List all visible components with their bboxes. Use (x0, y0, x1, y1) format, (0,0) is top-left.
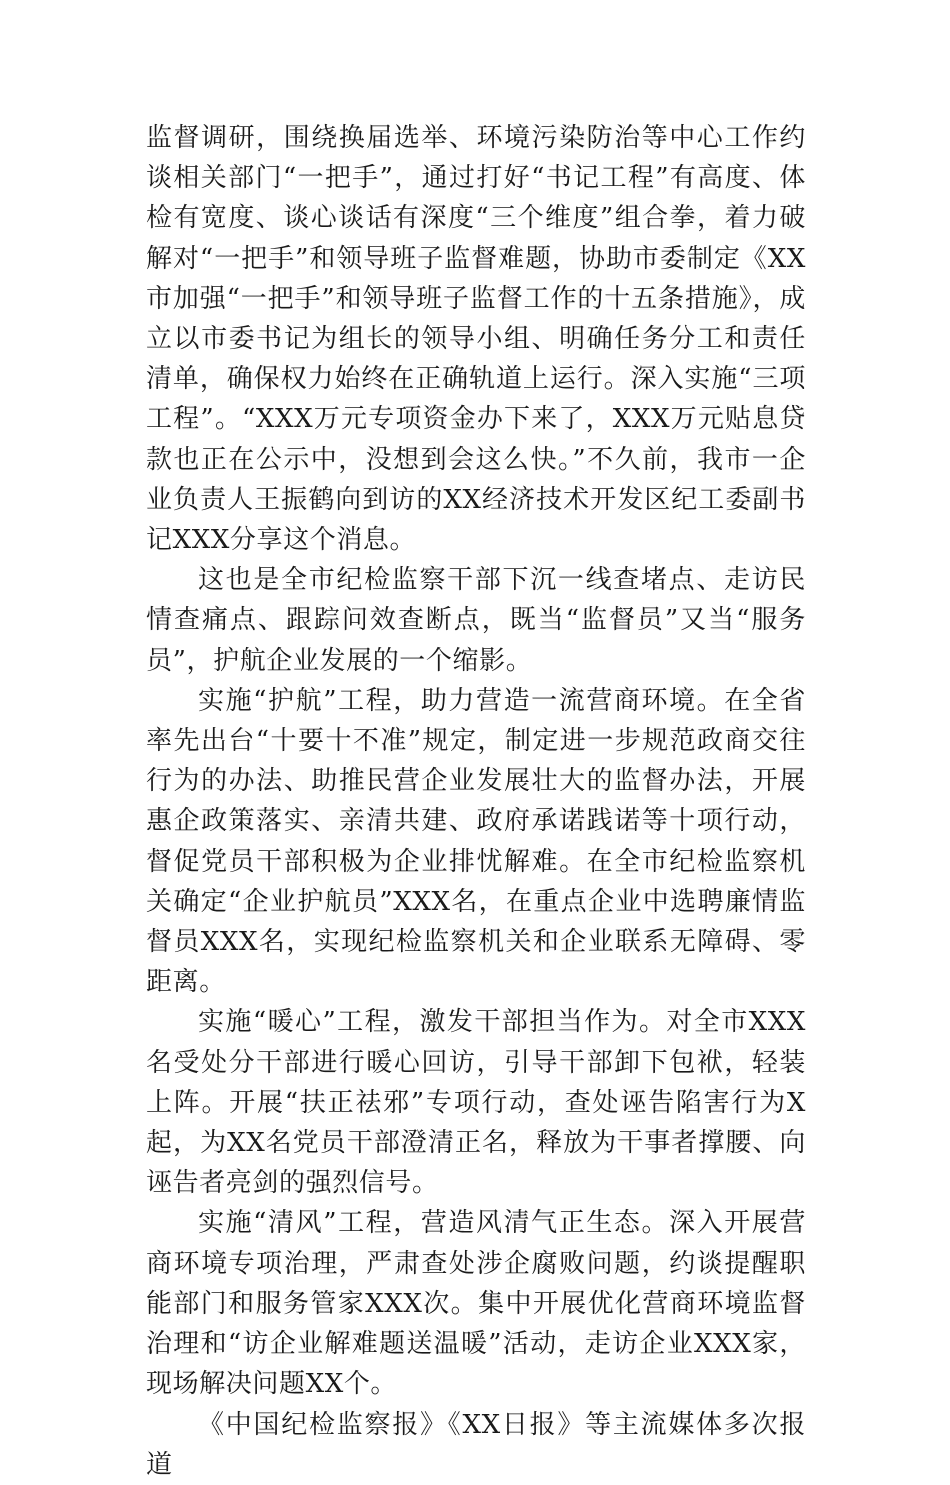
paragraph-6: 《中国纪检监察报》《XX日报》等主流媒体多次报道 (146, 1409, 806, 1480)
document-body (146, 118, 806, 1485)
paragraph-3: 实施“护航”工程，助力营造一流营商环境。在全省率先出台“十要十不准”规定，制定进一步规范政商交往行为的办法、助推民营企业发展壮大的监督办法，开展惠企政策落实、亲清共建、政府承诺践诺等十项行动，督促党员干部积极为企业排忧解难。在全市纪检监察机关确定“企业护航员”XXX名，在重点企业中选聘廉情监督员XXX名，实现纪检监察机关和企业联系无障碍、零距离。 (146, 685, 806, 998)
paragraph-1: 监督调研，围绕换届选举、环境污染防治等中心工作约谈相关部门“一把手”，通过打好“书记工程”有高度、体检有宽度、谈心谈话有深度“三个维度”组合拳，着力破解对“一把手”和领导班子监督难题，协助市委制定《XX市加强“一把手”和领导班子监督工作的十五条措施》，成立以市委书记为组长的领导小组、明确任务分工和责任清单，确保权力始终在正确轨道上运行。深入实施“三项工程”。“XXX万元专项资金办下来了，XXX万元贴息贷款也正在公示中，没想到会这么快。”不久前，我市一企业负责人王振鹤向到访的XX经济技术开发区纪工委副书记XXX分享这个消息。 (146, 123, 806, 556)
paragraph-5: 实施“清风”工程，营造风清气正生态。深入开展营商环境专项治理，严肃查处涉企腐败问题，约谈提醒职能部门和服务管家XXX次。集中开展优化营商环境监督治理和“访企业解难题送温暖”活动，走访企业XXX家，现场解决问题XX个。 (146, 1208, 806, 1400)
paragraph-2: 这也是全市纪检监察干部下沉一线查堵点、走访民情查痛点、跟踪问效查断点，既当“监督员”又当“服务员”，护航企业发展的一个缩影。 (146, 565, 806, 676)
paragraph-4: 实施“暖心”工程，激发干部担当作为。对全市XXX名受处分干部进行暖心回访，引导干部卸下包袱，轻装上阵。开展“扶正祛邪”专项行动，查处诬告陷害行为X起，为XX名党员干部澄清正名，释放为干事者撑腰、向诬告者亮剑的强烈信号。 (146, 1007, 806, 1199)
